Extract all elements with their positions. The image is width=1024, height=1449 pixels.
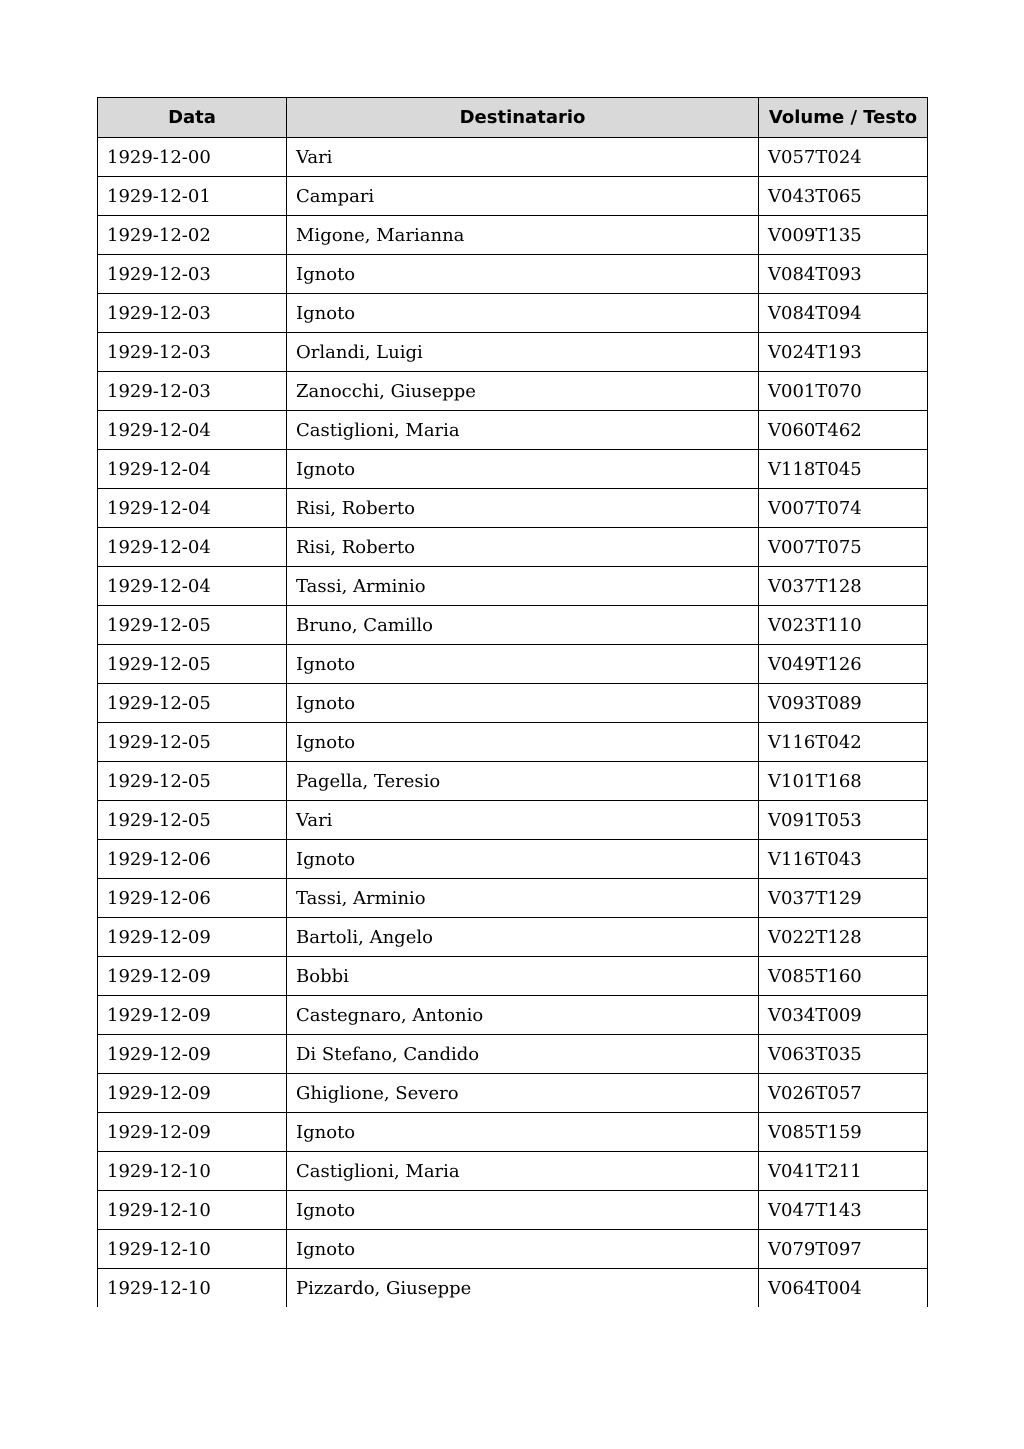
cell-volume-text: V091T053 xyxy=(759,801,928,840)
table-row xyxy=(98,840,928,879)
cell-date: 1929-12-10 xyxy=(98,1191,287,1230)
cell-recipient: Bartoli, Angelo xyxy=(287,918,759,957)
table-header-row xyxy=(98,98,928,138)
cell-recipient: Campari xyxy=(287,177,759,216)
cell-volume-text: V022T128 xyxy=(759,918,928,957)
cell-volume-text: V079T097 xyxy=(759,1230,928,1269)
cell-date: 1929-12-04 xyxy=(98,411,287,450)
table-row xyxy=(98,996,928,1035)
cell-recipient: Ignoto xyxy=(287,645,759,684)
cell-recipient: Zanocchi, Giuseppe xyxy=(287,372,759,411)
cell-recipient: Pagella, Teresio xyxy=(287,762,759,801)
cell-volume-text: V037T129 xyxy=(759,879,928,918)
table-row xyxy=(98,528,928,567)
cell-volume-text: V085T160 xyxy=(759,957,928,996)
cell-date: 1929-12-03 xyxy=(98,333,287,372)
cell-volume-text: V047T143 xyxy=(759,1191,928,1230)
cell-date: 1929-12-05 xyxy=(98,723,287,762)
table-row xyxy=(98,411,928,450)
cell-date: 1929-12-04 xyxy=(98,567,287,606)
cell-recipient: Risi, Roberto xyxy=(287,528,759,567)
table-row xyxy=(98,255,928,294)
cell-date: 1929-12-06 xyxy=(98,840,287,879)
table-row xyxy=(98,372,928,411)
cell-volume-text: V041T211 xyxy=(759,1152,928,1191)
cell-volume-text: V037T128 xyxy=(759,567,928,606)
cell-recipient: Ignoto xyxy=(287,723,759,762)
cell-volume-text: V085T159 xyxy=(759,1113,928,1152)
cell-volume-text: V049T126 xyxy=(759,645,928,684)
cell-recipient: Ignoto xyxy=(287,1230,759,1269)
table-row xyxy=(98,723,928,762)
cell-date: 1929-12-09 xyxy=(98,1074,287,1113)
cell-volume-text: V101T168 xyxy=(759,762,928,801)
table-row xyxy=(98,918,928,957)
cell-recipient: Ignoto xyxy=(287,1191,759,1230)
cell-recipient: Orlandi, Luigi xyxy=(287,333,759,372)
cell-recipient: Castiglioni, Maria xyxy=(287,1152,759,1191)
cell-volume-text: V057T024 xyxy=(759,138,928,177)
cell-volume-text: V023T110 xyxy=(759,606,928,645)
header-date: Data xyxy=(98,98,287,138)
table-row xyxy=(98,1152,928,1191)
table-row xyxy=(98,1230,928,1269)
cell-recipient: Ignoto xyxy=(287,450,759,489)
correspondence-table xyxy=(97,97,928,1307)
cell-recipient: Ignoto xyxy=(287,1113,759,1152)
cell-recipient: Castiglioni, Maria xyxy=(287,411,759,450)
table-row xyxy=(98,567,928,606)
header-volume-text: Volume / Testo xyxy=(759,98,928,138)
cell-volume-text: V084T094 xyxy=(759,294,928,333)
cell-recipient: Bobbi xyxy=(287,957,759,996)
table-row xyxy=(98,957,928,996)
table-row xyxy=(98,1269,928,1308)
table-row xyxy=(98,801,928,840)
cell-volume-text: V116T042 xyxy=(759,723,928,762)
cell-date: 1929-12-10 xyxy=(98,1152,287,1191)
cell-volume-text: V060T462 xyxy=(759,411,928,450)
cell-volume-text: V024T193 xyxy=(759,333,928,372)
cell-volume-text: V026T057 xyxy=(759,1074,928,1113)
cell-date: 1929-12-01 xyxy=(98,177,287,216)
cell-date: 1929-12-03 xyxy=(98,372,287,411)
table-row xyxy=(98,489,928,528)
table-row xyxy=(98,216,928,255)
cell-recipient: Vari xyxy=(287,801,759,840)
cell-recipient: Ignoto xyxy=(287,294,759,333)
cell-recipient: Ignoto xyxy=(287,255,759,294)
table-row xyxy=(98,645,928,684)
cell-date: 1929-12-09 xyxy=(98,957,287,996)
cell-volume-text: V043T065 xyxy=(759,177,928,216)
cell-date: 1929-12-10 xyxy=(98,1269,287,1308)
cell-volume-text: V116T043 xyxy=(759,840,928,879)
cell-volume-text: V007T074 xyxy=(759,489,928,528)
table-row xyxy=(98,606,928,645)
cell-volume-text: V064T004 xyxy=(759,1269,928,1308)
cell-date: 1929-12-04 xyxy=(98,450,287,489)
cell-recipient: Ghiglione, Severo xyxy=(287,1074,759,1113)
cell-date: 1929-12-03 xyxy=(98,255,287,294)
table-row xyxy=(98,333,928,372)
cell-date: 1929-12-05 xyxy=(98,684,287,723)
cell-date: 1929-12-06 xyxy=(98,879,287,918)
table-row xyxy=(98,177,928,216)
cell-date: 1929-12-09 xyxy=(98,1035,287,1074)
cell-date: 1929-12-09 xyxy=(98,996,287,1035)
table-body xyxy=(98,138,928,1308)
cell-recipient: Pizzardo, Giuseppe xyxy=(287,1269,759,1308)
table-row xyxy=(98,1113,928,1152)
cell-recipient: Vari xyxy=(287,138,759,177)
cell-recipient: Bruno, Camillo xyxy=(287,606,759,645)
cell-volume-text: V063T035 xyxy=(759,1035,928,1074)
cell-date: 1929-12-09 xyxy=(98,918,287,957)
header-recipient: Destinatario xyxy=(287,98,759,138)
cell-date: 1929-12-05 xyxy=(98,762,287,801)
cell-date: 1929-12-00 xyxy=(98,138,287,177)
cell-volume-text: V034T009 xyxy=(759,996,928,1035)
cell-volume-text: V084T093 xyxy=(759,255,928,294)
cell-date: 1929-12-05 xyxy=(98,606,287,645)
cell-date: 1929-12-04 xyxy=(98,489,287,528)
cell-recipient: Castegnaro, Antonio xyxy=(287,996,759,1035)
cell-recipient: Risi, Roberto xyxy=(287,489,759,528)
cell-date: 1929-12-10 xyxy=(98,1230,287,1269)
cell-volume-text: V001T070 xyxy=(759,372,928,411)
table-row xyxy=(98,762,928,801)
cell-volume-text: V093T089 xyxy=(759,684,928,723)
cell-recipient: Tassi, Arminio xyxy=(287,879,759,918)
cell-volume-text: V009T135 xyxy=(759,216,928,255)
cell-date: 1929-12-09 xyxy=(98,1113,287,1152)
cell-recipient: Tassi, Arminio xyxy=(287,567,759,606)
table-row xyxy=(98,1074,928,1113)
cell-date: 1929-12-04 xyxy=(98,528,287,567)
table-row xyxy=(98,138,928,177)
table-row xyxy=(98,450,928,489)
cell-volume-text: V118T045 xyxy=(759,450,928,489)
table-row xyxy=(98,1035,928,1074)
cell-recipient: Migone, Marianna xyxy=(287,216,759,255)
table-row xyxy=(98,294,928,333)
cell-recipient: Di Stefano, Candido xyxy=(287,1035,759,1074)
cell-date: 1929-12-05 xyxy=(98,645,287,684)
cell-date: 1929-12-02 xyxy=(98,216,287,255)
table-row xyxy=(98,879,928,918)
cell-date: 1929-12-05 xyxy=(98,801,287,840)
table-row xyxy=(98,684,928,723)
cell-recipient: Ignoto xyxy=(287,684,759,723)
table-row xyxy=(98,1191,928,1230)
cell-date: 1929-12-03 xyxy=(98,294,287,333)
cell-recipient: Ignoto xyxy=(287,840,759,879)
cell-volume-text: V007T075 xyxy=(759,528,928,567)
